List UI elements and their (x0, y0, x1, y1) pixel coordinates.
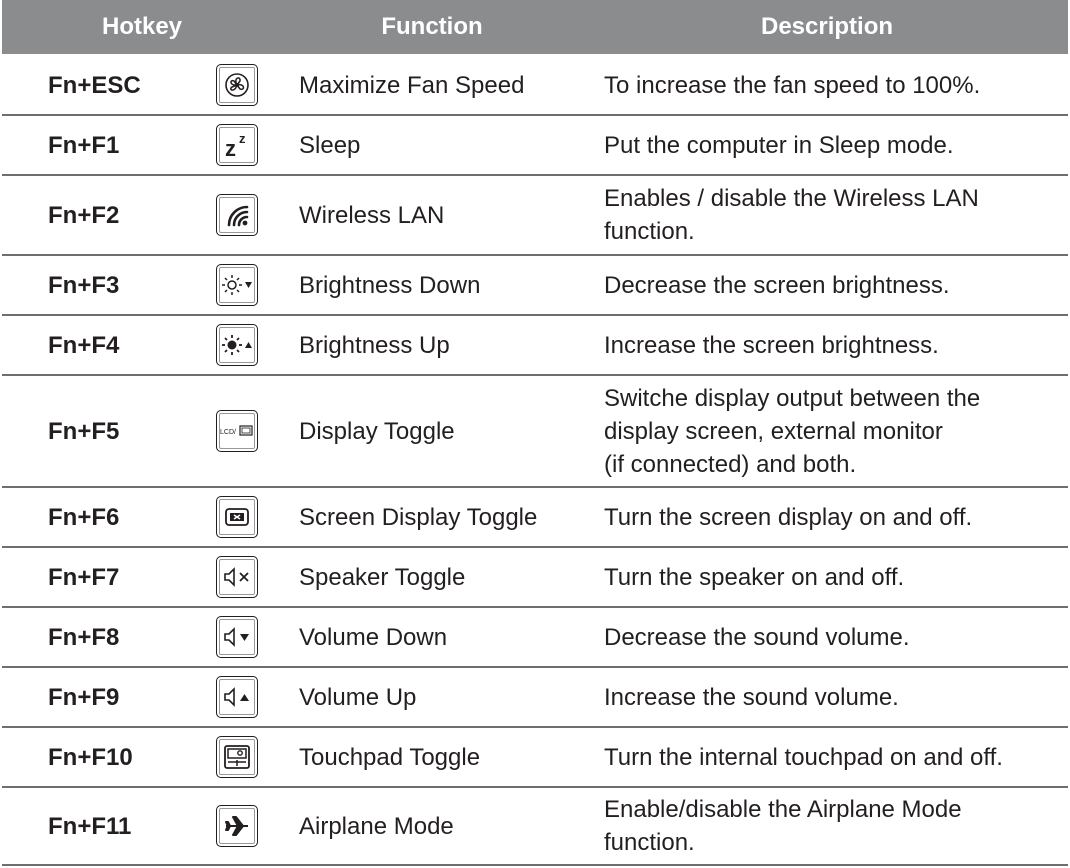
description-cell (604, 788, 1064, 864)
function-cell: Touchpad Toggle (299, 743, 481, 771)
wireless-icon (216, 194, 258, 236)
description-cell (604, 376, 1064, 486)
table-row (2, 316, 1068, 376)
hotkey-cell: Fn+F8 (48, 623, 120, 651)
description-line: Switche display output between the (604, 384, 981, 412)
function-cell: Brightness Up (299, 331, 450, 359)
table-row (2, 608, 1068, 668)
volume-up-icon (216, 676, 258, 718)
display-toggle-label: LCD/ (220, 429, 236, 436)
description-cell (604, 56, 1064, 114)
function-cell: Maximize Fan Speed (299, 71, 525, 99)
function-cell: Airplane Mode (299, 812, 454, 840)
header-description: Description (760, 13, 894, 40)
hotkey-cell: Fn+F4 (48, 331, 120, 359)
key-icon-cell (216, 376, 262, 486)
description-line: function. (604, 829, 695, 856)
hotkey-cell: Fn+F11 (48, 812, 132, 840)
table-row (2, 488, 1068, 548)
header-function: Function (381, 13, 483, 40)
description-cell (604, 728, 1064, 786)
display-toggle-icon (216, 410, 258, 452)
description-line: Decrease the sound volume. (604, 623, 910, 651)
description-cell (604, 256, 1064, 314)
description-line: Increase the sound volume. (604, 683, 899, 711)
fan-icon (216, 64, 258, 106)
airplane-icon (216, 805, 258, 847)
table-row (2, 668, 1068, 728)
function-cell: Brightness Down (299, 271, 481, 299)
description-line: display screen, external monitor (604, 417, 943, 445)
function-cell: Volume Down (299, 623, 448, 651)
function-cell: Display Toggle (299, 417, 455, 445)
hotkey-cell: Fn+F9 (48, 683, 120, 711)
description-line: Enables / disable the Wireless LAN (604, 185, 979, 212)
hotkey-cell: Fn+F3 (48, 271, 120, 299)
description-line: Enable/disable the Airplane Mode (604, 796, 962, 823)
key-icon-cell (216, 56, 262, 114)
function-cell: Speaker Toggle (299, 563, 466, 591)
hotkey-cell: Fn+F5 (48, 417, 120, 445)
key-icon-cell (216, 668, 262, 726)
description-cell (604, 116, 1064, 174)
hotkey-cell: Fn+F2 (48, 201, 120, 229)
touchpad-icon (216, 736, 258, 778)
table-row (2, 116, 1068, 176)
hotkey-cell: Fn+F10 (48, 743, 133, 771)
table-row (2, 256, 1068, 316)
header-hotkey: Hotkey (101, 13, 183, 40)
hotkey-cell: Fn+F7 (48, 563, 120, 591)
table-row (2, 788, 1068, 866)
table-row (2, 548, 1068, 608)
key-icon-cell (216, 116, 262, 174)
description-line: Put the computer in Sleep mode. (604, 131, 954, 159)
description-line: Turn the screen display on and off. (604, 503, 973, 531)
sleep-icon (216, 124, 258, 166)
key-icon-cell (216, 316, 262, 374)
table-row (2, 176, 1068, 256)
key-icon-cell (216, 548, 262, 606)
key-icon-cell (216, 608, 262, 666)
table-row (2, 728, 1068, 788)
description-line: function. (604, 218, 695, 245)
description-cell (604, 548, 1064, 606)
function-cell: Wireless LAN (299, 201, 445, 229)
brightness-up-icon (216, 324, 258, 366)
description-line: Increase the screen brightness. (604, 331, 939, 359)
function-cell: Sleep (299, 131, 361, 159)
description-cell (604, 316, 1064, 374)
table-header (2, 0, 1068, 54)
table-row (2, 376, 1068, 488)
description-line: (if connected) and both. (604, 450, 857, 478)
function-cell: Screen Display Toggle (299, 503, 538, 531)
key-icon-cell (216, 256, 262, 314)
speaker-mute-icon (216, 556, 258, 598)
hotkey-cell: Fn+F1 (48, 131, 120, 159)
svg-text:z: z (239, 131, 246, 146)
function-cell: Volume Up (299, 683, 417, 711)
screen-off-icon (216, 496, 258, 538)
svg-text:z: z (225, 136, 236, 160)
description-cell (604, 176, 1064, 254)
description-cell (604, 488, 1064, 546)
description-line: Decrease the screen brightness. (604, 271, 950, 299)
description-line: Turn the internal touchpad on and off. (604, 743, 1003, 771)
hotkey-cell: Fn+F6 (48, 503, 120, 531)
hotkey-cell: Fn+ESC (48, 71, 141, 99)
key-icon-cell (216, 728, 262, 786)
description-cell (604, 608, 1064, 666)
key-icon-cell (216, 788, 262, 864)
key-icon-cell (216, 176, 262, 254)
key-icon-cell (216, 488, 262, 546)
description-cell (604, 668, 1064, 726)
description-line: Turn the speaker on and off. (604, 563, 905, 591)
description-line: To increase the fan speed to 100%. (604, 71, 981, 99)
volume-down-icon (216, 616, 258, 658)
brightness-down-icon (216, 264, 258, 306)
table-row (2, 56, 1068, 116)
